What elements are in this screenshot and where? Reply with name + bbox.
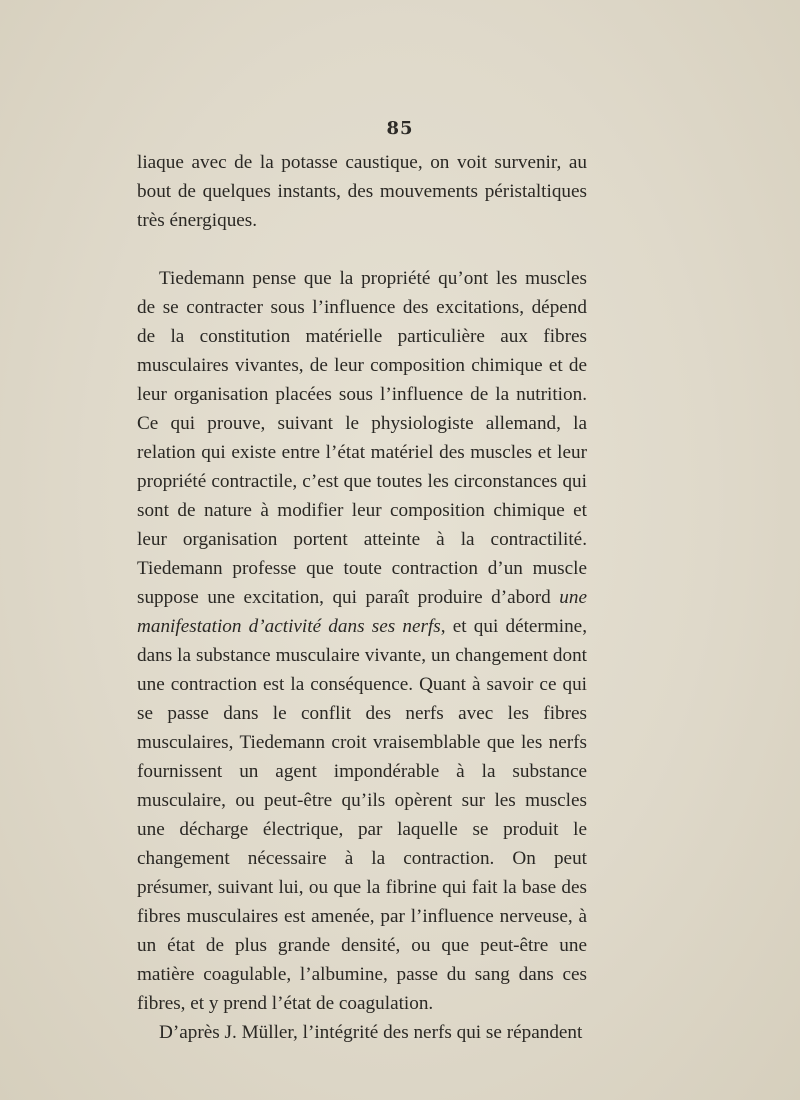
paragraph-2-italic-phrase: une manifestation d’activité dans ses nerfs xyxy=(137,587,587,637)
paragraph-1: liaque avec de la potasse caustique, on voit survenir, au bout de quelques instants, des mouvements péristaltiques très énergiques. xyxy=(137,152,587,231)
page-number: 85 xyxy=(386,118,414,139)
paragraph-2-text-start: Tiedemann pense que la propriété qu’ont les muscles de se contracter sous l’influence des excitations, dépend de la constitution matérielle particulière aux fibres musculaires vivantes, de leur composition chimique et de leur organisation placées sous l’influence de la nutrition. Ce qui prouve, suivant le physiologiste allemand, la relation qui existe entre l’état matériel des muscles et leur propriété contractile, c’est que toutes les circonstances qui sont de nature à modifier leur composition chimique et leur organisation portent atteinte à la contractilité. Tiedemann professe que toute contraction d’un muscle suppose une excitation, qui paraît produire d’abord xyxy=(137,268,587,608)
paragraph-2-text-end: , et qui détermine, dans la substance musculaire vivante, un changement dont une contraction est la conséquence. Quant à savoir ce qui se passe dans le conflit des nerfs avec les fibres musculaires, Tiedemann croit vraisemblable que les nerfs fournissent un agent impondérable à la substance musculaire, ou peut-être qu’ils opèrent sur les muscles une décharge électrique, par laquelle se produit le changement nécessaire à la contraction. On peut présumer, suivant lui, ou que la fibrine qui fait la base des fibres musculaires est amenée, par l’influence nerveuse, à un état de plus grande densité, ou que peut-être une matière coagulable, l’albumine, passe du sang dans ces fibres, et y prend l’état de coagulation. xyxy=(137,616,587,1014)
paragraph-3: D’après J. Müller, l’intégrité des nerfs qui se répandent xyxy=(159,1022,583,1043)
paragraph-2 xyxy=(137,264,587,1018)
body-text xyxy=(137,148,587,1047)
